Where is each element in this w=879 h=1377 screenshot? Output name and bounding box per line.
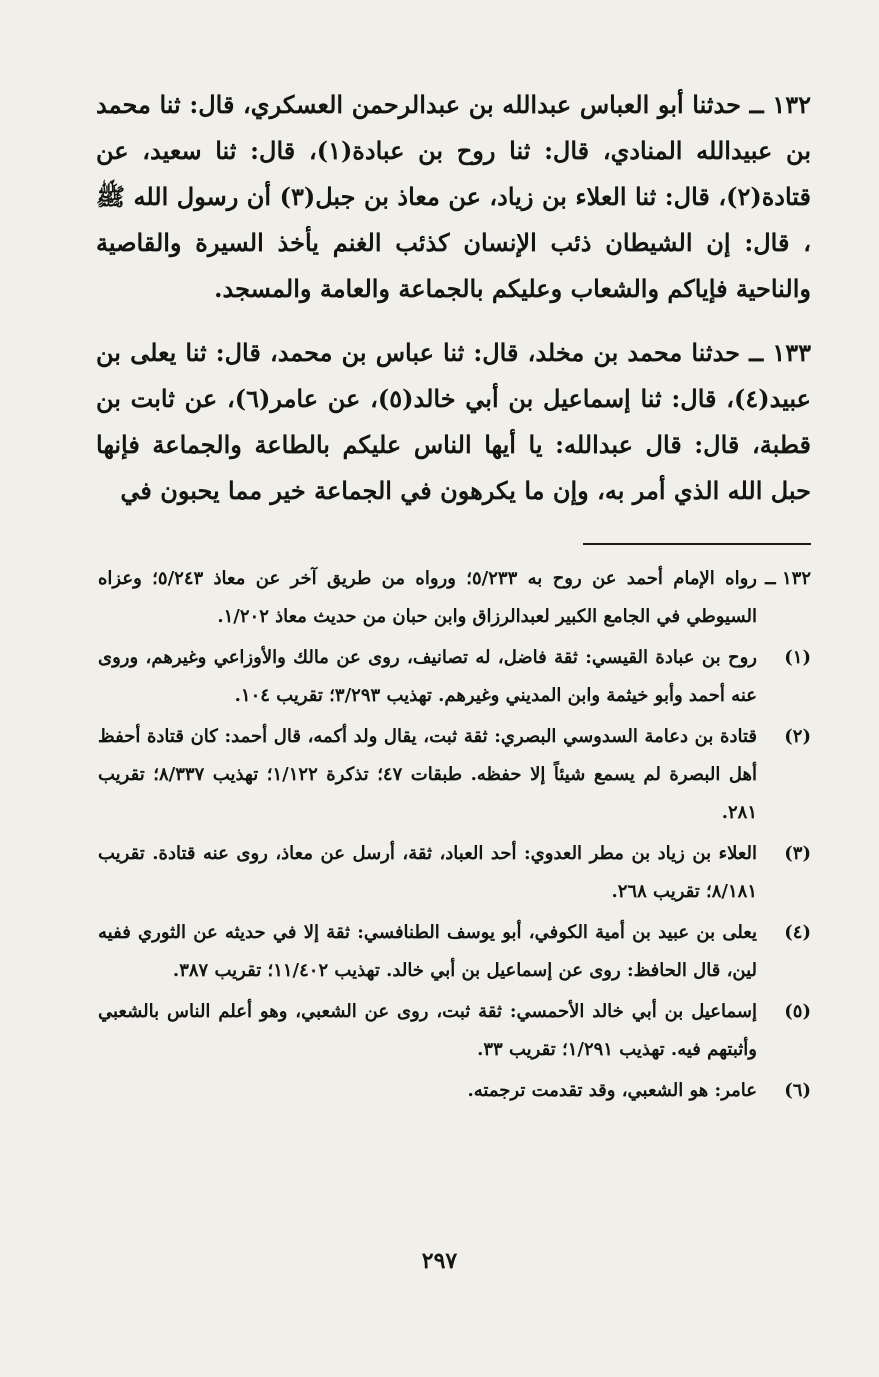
footnote-132 — [98, 560, 811, 636]
paragraph-133: ١٣٣ ــ حدثنا محمد بن مخلد، قال: ثنا عباس بن محمد، قال: ثنا يعلى بن عبيد(٤)، قال: ثنا إسماعيل بن أبي خالد(٥)، عن عامر(٦)، عن ثابت بن قطبة، قال: قال عبدالله: يا أيها الناس عليكم بالطاعة والجماعة فإنها حبل الله الذي أمر به، وإن ما يكرهون في الجماعة خير مما يحبون في — [96, 338, 811, 505]
footnote-5 — [98, 993, 811, 1069]
footnotes — [98, 560, 811, 1113]
footnote-text: إسماعيل بن أبي خالد الأحمسي: ثقة ثبت، روى عن الشعبي، وهو أعلم الناس بالشعبي وأثبتهم فيه. تهذيب ١/٢٩١؛ تقريب ٣٣. — [98, 1001, 757, 1060]
footnote-text: قتادة بن دعامة السدوسي البصري: ثقة ثبت، يقال ولد أكمه، قال أحمد: كان قتادة أحفظ أهل البصرة لم يسمع شيئاً إلا حفظه. طبقات ٤٧؛ تذكرة ١/١٢٢؛ تهذيب ٨/٣٣٧؛ تقريب ٢٨١. — [98, 726, 757, 823]
main-text — [96, 82, 811, 532]
footnote-text: العلاء بن زياد بن مطر العدوي: أحد العباد، ثقة، أرسل عن معاذ، روى عنه قتادة. تقريب ٨/١٨١؛ تقريب ٢٦٨. — [98, 843, 757, 902]
footnote-number: (٦) — [784, 1080, 811, 1101]
footnote-4 — [98, 914, 811, 990]
footnote-text: روح بن عبادة القيسي: ثقة فاضل، له تصانيف، روى عن مالك والأوزاعي وغيرهم، وروى عنه أحمد وأبو خيثمة وابن المديني وغيرهم. تهذيب ٣/٢٩٣؛ تقريب ١٠٤. — [98, 647, 757, 706]
footnote-2 — [98, 718, 811, 832]
footnote-number: (١) — [784, 647, 811, 668]
footnote-number: (٣) — [784, 843, 811, 864]
footnote-1 — [98, 639, 811, 715]
footnote-6 — [98, 1072, 811, 1110]
page-number: ٢٩٧ — [421, 1248, 458, 1274]
footnote-divider — [583, 543, 811, 545]
footnote-number: ١٣٢ ــ — [765, 568, 811, 589]
footnote-number: (٥) — [784, 1001, 811, 1022]
footnote-text: يعلى بن عبيد بن أمية الكوفي، أبو يوسف الطنافسي: ثقة إلا في حديثه عن الثوري ففيه لين، قال الحافظ: روى عن إسماعيل بن أبي خالد. تهذيب ١١/٤٠٢؛ تقريب ٣٨٧. — [98, 922, 757, 981]
footnote-number: (٤) — [784, 922, 811, 943]
footnote-text: عامر: هو الشعبي، وقد تقدمت ترجمته. — [467, 1080, 757, 1101]
footnote-3 — [98, 835, 811, 911]
paragraph-132: ١٣٢ ــ حدثنا أبو العباس عبدالله بن عبدالرحمن العسكري، قال: ثنا محمد بن عبيدالله المنادي، قال: ثنا روح بن عبادة(١)، قال: ثنا سعيد، عن قتادة(٢)، قال: ثنا العلاء بن زياد، عن معاذ بن جبل(٣) أن رسول الله ﷺ ، قال: إن الشيطان ذئب الإنسان كذئب الغنم يأخذ السيرة والقاصية والناحية فإياكم والشعاب وعليكم بالجماعة والعامة والمسجد. — [96, 90, 812, 303]
footnote-number: (٢) — [784, 726, 811, 747]
footnote-text: رواه الإمام أحمد عن روح به ٥/٢٣٣؛ ورواه من طريق آخر عن معاذ ٥/٢٤٣؛ وعزاه السيوطي في الجامع الكبير لعبدالرزاق وابن حبان من حديث معاذ ١/٢٠٢. — [98, 568, 757, 627]
